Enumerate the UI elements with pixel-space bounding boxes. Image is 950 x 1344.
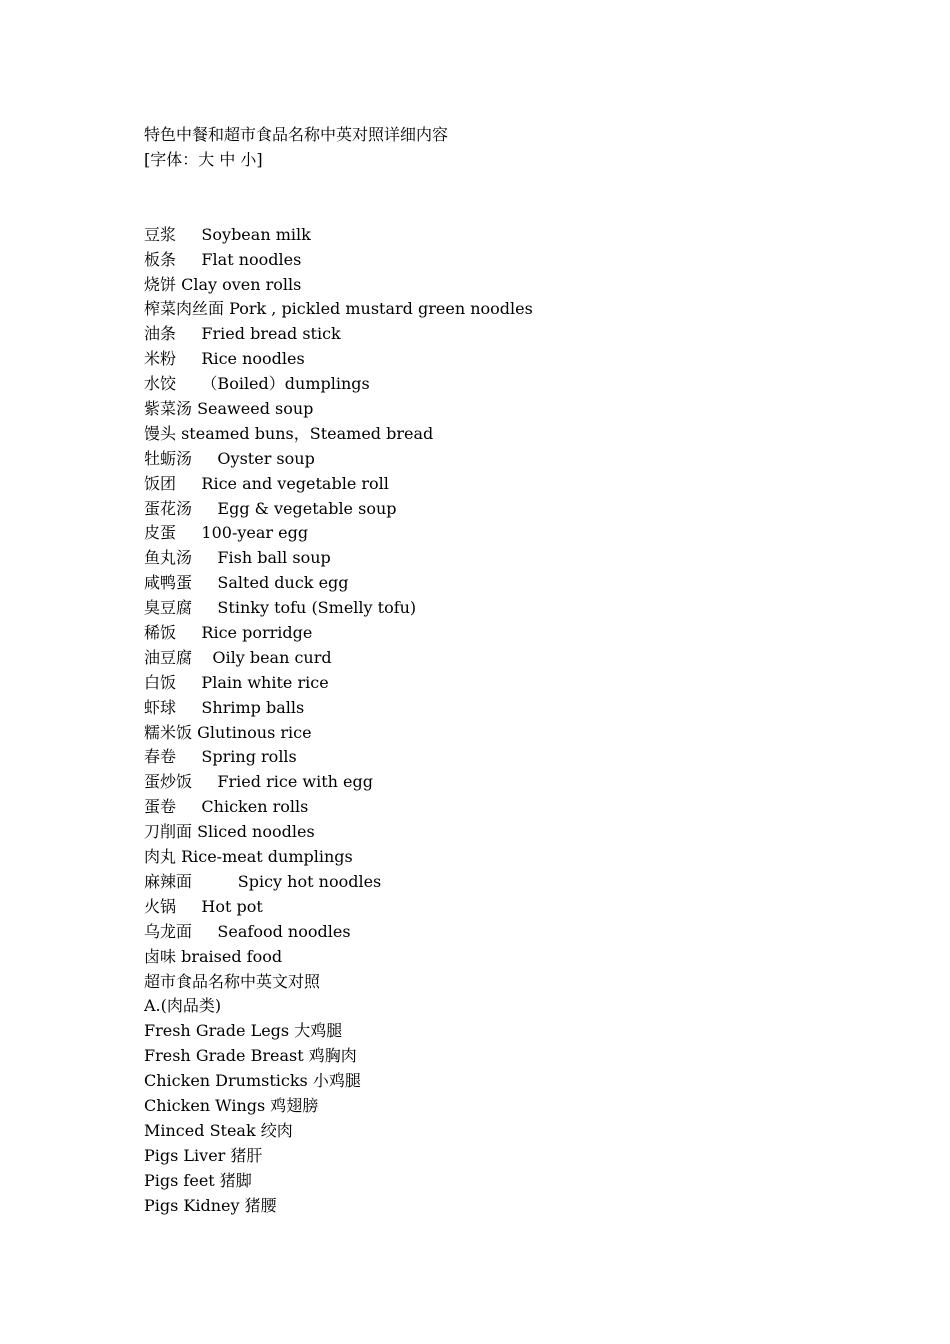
food-entry: 麻辣面 Spicy hot noodles [144,871,382,891]
food-entry: 蛋花汤 Egg & vegetable soup [144,498,397,518]
food-entry: 咸鸭蛋 Salted duck egg [144,573,349,593]
document-body [144,123,844,1218]
food-name-list [144,223,844,1219]
food-entry: 虾球 Shrimp balls [144,697,305,717]
food-entry: 糯米饭 Glutinous rice [144,722,312,742]
food-entry: 卤味 braised food [144,946,283,966]
food-entry: 超市食品名称中英文对照 [144,971,321,991]
food-entry: Chicken Drumsticks 小鸡腿 [144,1071,361,1091]
food-entry: Chicken Wings 鸡翅膀 [144,1095,319,1115]
food-entry: 牡蛎汤 Oyster soup [144,448,315,468]
food-entry: 榨菜肉丝面 Pork , pickled mustard green noodles [144,299,533,319]
food-entry: 刀削面 Sliced noodles [144,822,315,842]
food-entry: Pigs feet 猪脚 [144,1170,252,1190]
food-entry: 油豆腐 Oily bean curd [144,647,332,667]
food-entry: Pigs Liver 猪肝 [144,1145,263,1165]
spacer [144,173,844,223]
food-entry: 馒头 steamed buns，Steamed bread [144,423,434,443]
food-entry: 鱼丸汤 Fish ball soup [144,548,331,568]
food-entry: 白饭 Plain white rice [144,672,329,692]
food-entry: 豆浆 Soybean milk [144,224,311,244]
food-entry: Fresh Grade Legs 大鸡腿 [144,1021,343,1041]
food-entry: 水饺 （Boiled）dumplings [144,374,370,394]
food-entry: 乌龙面 Seafood noodles [144,921,351,941]
font-size-selector[interactable]: [字体：大 中 小] [144,149,263,169]
food-entry: 春卷 Spring rolls [144,747,297,767]
food-entry: 烧饼 Clay oven rolls [144,274,302,294]
food-entry: 紫菜汤 Seaweed soup [144,399,314,419]
food-entry: Fresh Grade Breast 鸡胸肉 [144,1046,357,1066]
food-entry: 火锅 Hot pot [144,896,263,916]
food-entry: 蛋卷 Chicken rolls [144,797,309,817]
food-entry: 臭豆腐 Stinky tofu (Smelly tofu) [144,598,417,618]
food-entry: 米粉 Rice noodles [144,349,305,369]
food-entry: 肉丸 Rice-meat dumplings [144,847,353,867]
food-entry: Pigs Kidney 猪腰 [144,1195,277,1215]
food-entry: 皮蛋 100-year egg [144,523,309,543]
food-entry: 饭团 Rice and vegetable roll [144,473,389,493]
food-entry: 板条 Flat noodles [144,249,302,269]
food-entry: 蛋炒饭 Fried rice with egg [144,772,373,792]
food-entry: Minced Steak 绞肉 [144,1120,293,1140]
food-entry: A.(肉品类) [144,996,222,1016]
document-title: 特色中餐和超市食品名称中英对照详细内容 [144,125,449,144]
food-entry: 稀饭 Rice porridge [144,623,313,643]
food-entry: 油条 Fried bread stick [144,324,341,344]
